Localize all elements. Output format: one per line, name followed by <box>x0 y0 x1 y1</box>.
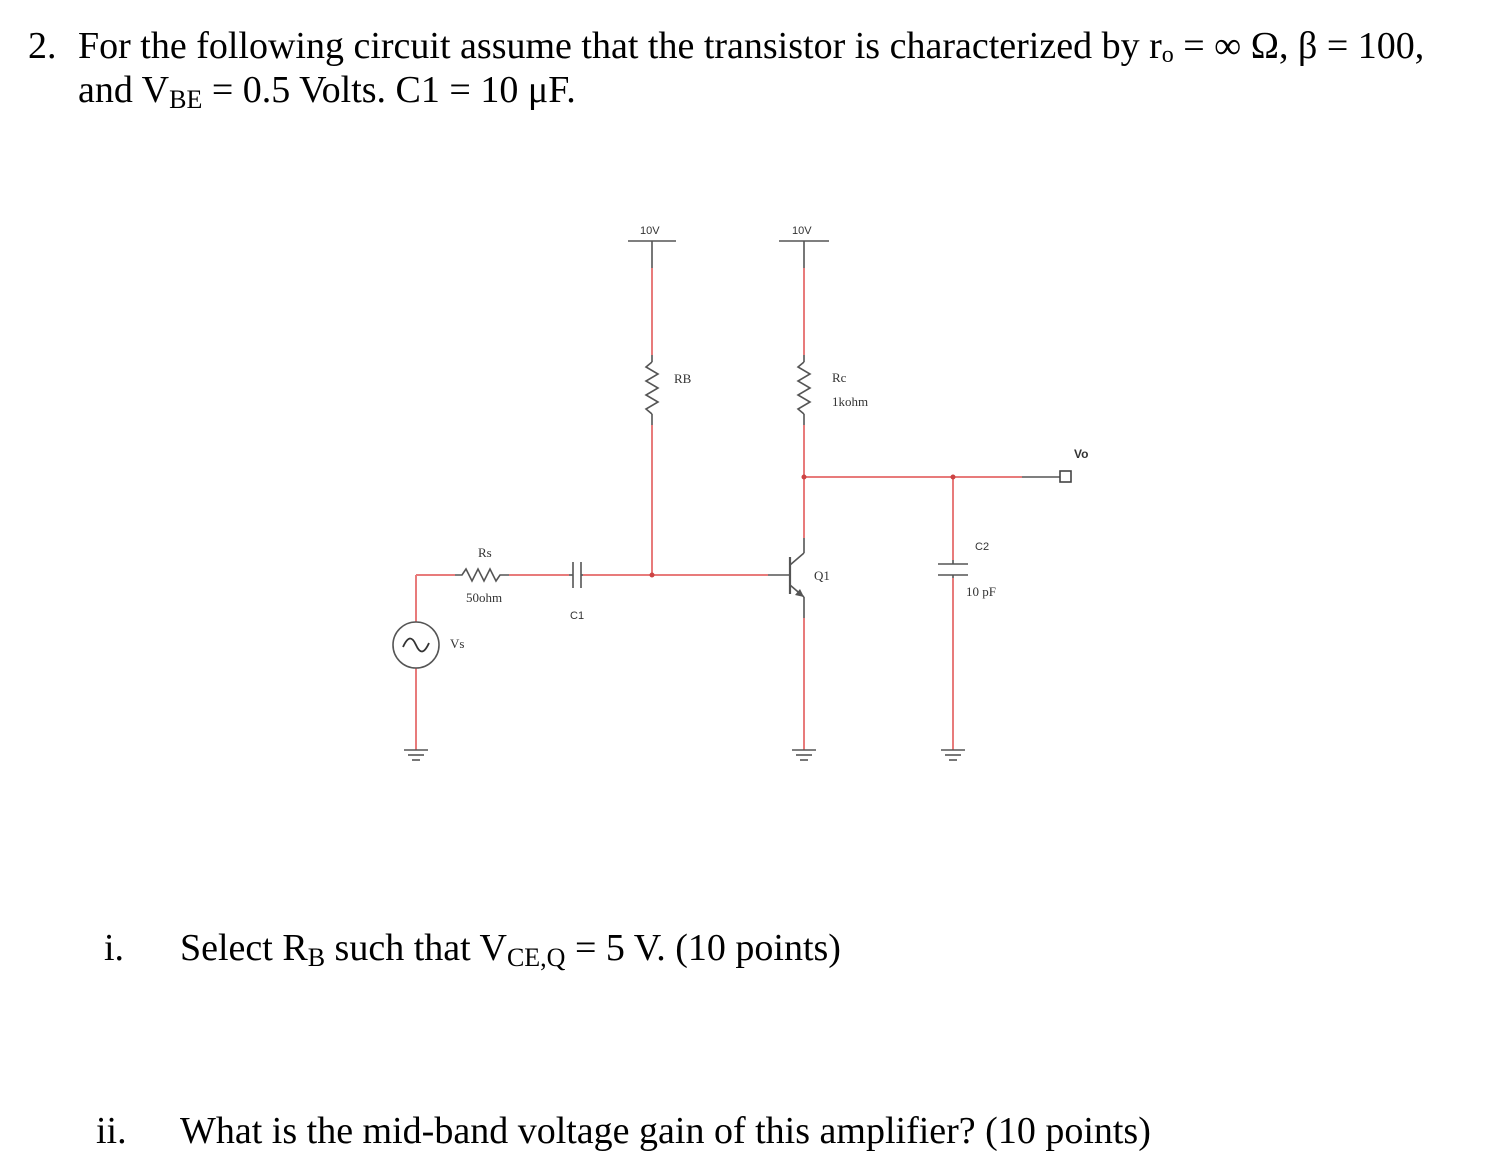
rc-value: 1kohm <box>832 394 869 409</box>
junction-collector <box>802 475 807 480</box>
vo-label: Vo <box>1074 447 1089 461</box>
rb-subscript: B <box>307 943 326 972</box>
problem-line-2-prefix: and V <box>78 69 170 111</box>
q1-label: Q1 <box>814 568 830 583</box>
vs-label: Vs <box>450 636 465 651</box>
resistor-rb <box>646 355 692 425</box>
transistor-q1 <box>768 538 830 618</box>
supply-right <box>779 225 829 268</box>
ro-subscript: o <box>1161 42 1174 68</box>
supply-left <box>628 225 676 268</box>
voltage-source-vs <box>393 622 464 668</box>
vceq-subscript: CE,Q <box>506 943 566 972</box>
supply-right-label: 10V <box>792 225 812 237</box>
c1-label: C1 <box>570 610 585 622</box>
resistor-rc <box>798 355 868 425</box>
problem-line-1-suffix: = ∞ Ω, β = 100, <box>1173 25 1425 67</box>
question-1-suffix: = 5 V. (10 points) <box>565 927 841 969</box>
c2-label: C2 <box>975 541 990 553</box>
rs-label: Rs <box>478 545 492 560</box>
output-terminal <box>1022 447 1088 482</box>
problem-line-1-prefix: For the following circuit assume that the transistor is characterized by r <box>78 25 1162 67</box>
wires <box>416 268 1022 750</box>
question-1-text <box>180 926 841 974</box>
question-1-numeral: i. <box>104 927 125 969</box>
supply-left-label: 10V <box>640 225 660 237</box>
capacitor-c1 <box>569 562 584 622</box>
problem-line-2-suffix: = 0.5 Volts. C1 = 10 μF. <box>202 69 576 111</box>
vbe-subscript: BE <box>169 85 203 114</box>
question-2-text: What is the mid-band voltage gain of this amplifier? (10 points) <box>180 1110 1151 1152</box>
ground-c2 <box>941 750 965 760</box>
junction-base <box>650 573 655 578</box>
rs-value: 50ohm <box>466 590 503 605</box>
rc-label: Rc <box>832 370 847 385</box>
ground-vs <box>404 750 428 760</box>
problem-number: 2. <box>28 25 57 67</box>
capacitor-c2 <box>938 541 996 599</box>
junction-output <box>951 475 956 480</box>
resistor-rs <box>455 545 509 605</box>
c2-value: 10 pF <box>966 584 996 599</box>
question-1-middle: such that V <box>325 927 507 969</box>
question-2-numeral: ii. <box>96 1110 127 1152</box>
rb-label: RB <box>674 371 692 386</box>
question-1-prefix: Select R <box>180 927 308 969</box>
ground-emitter <box>792 750 816 760</box>
